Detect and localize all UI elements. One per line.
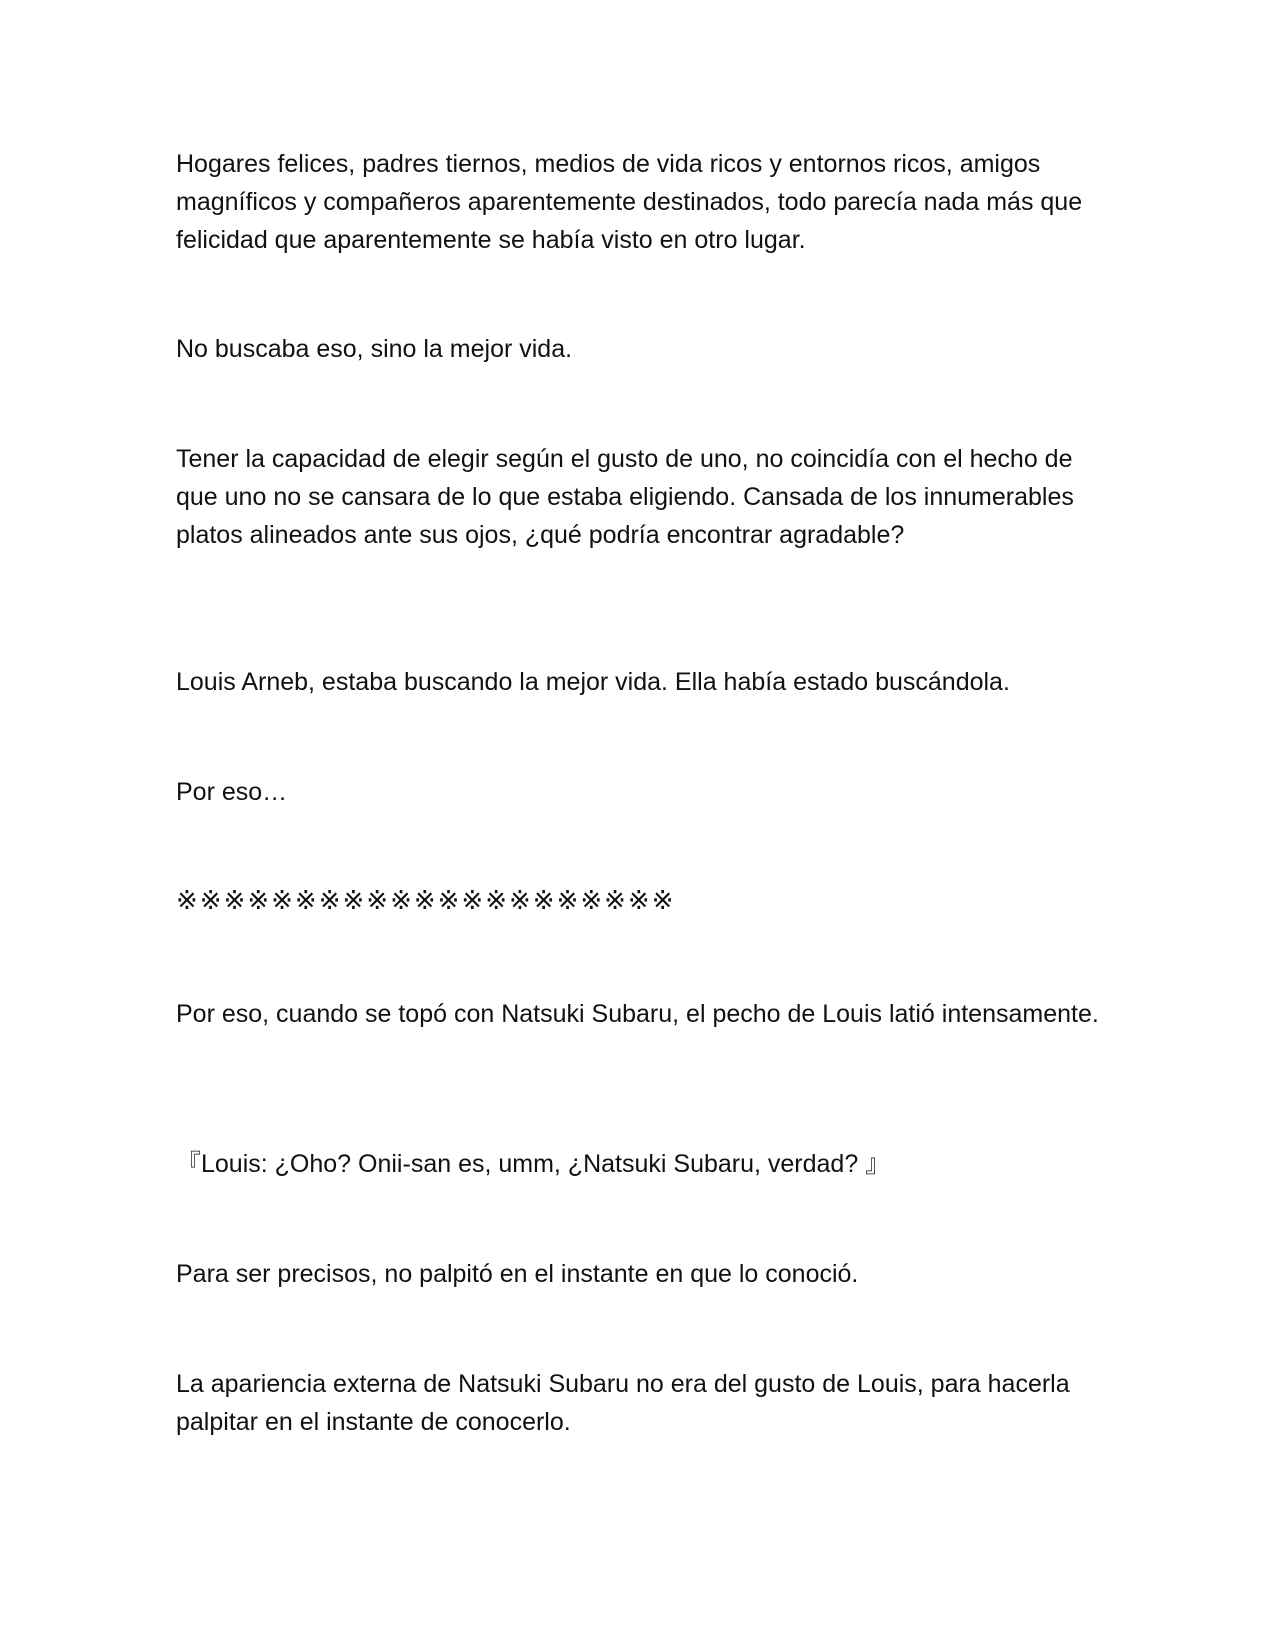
section-separator: ※※※※※※※※※※※※※※※※※※※※※ [176, 886, 676, 916]
paragraph-louis-arneb: Louis Arneb, estaba buscando la mejor vida. Ella había estado buscándola. [176, 668, 1010, 696]
paragraph-por-eso: Por eso… [176, 778, 288, 806]
paragraph-appearance: La apariencia externa de Natsuki Subaru no era del gusto de Louis, para hacerla palpitar en el instante de conocerlo. [176, 1370, 1077, 1436]
paragraph-ability-to-choose: Tener la capacidad de elegir según el gusto de uno, no coincidía con el hecho de que uno no se cansara de lo que estaba eligiendo. Cansada de los innumerables platos alineados ante sus ojos, ¿qué podría encontrar agradable? [176, 445, 1081, 549]
dialogue-line-louis: 『Louis: ¿Oho? Onii-san es, umm, ¿Natsuki Subaru, verdad? 』 [176, 1150, 891, 1178]
paragraph-natsuki-encounter: Por eso, cuando se topó con Natsuki Subaru, el pecho de Louis latió intensamente. [176, 1000, 1099, 1028]
paragraph-to-be-precise: Para ser precisos, no palpitó en el instante en que lo conoció. [176, 1260, 859, 1288]
paragraph-best-life: No buscaba eso, sino la mejor vida. [176, 335, 573, 363]
paragraph-happy-homes: Hogares felices, padres tiernos, medios de vida ricos y entornos ricos, amigos magníficos y compañeros aparentemente destinados, todo parecía nada más que felicidad que aparentemente se había visto en otro lugar. [176, 150, 1090, 254]
